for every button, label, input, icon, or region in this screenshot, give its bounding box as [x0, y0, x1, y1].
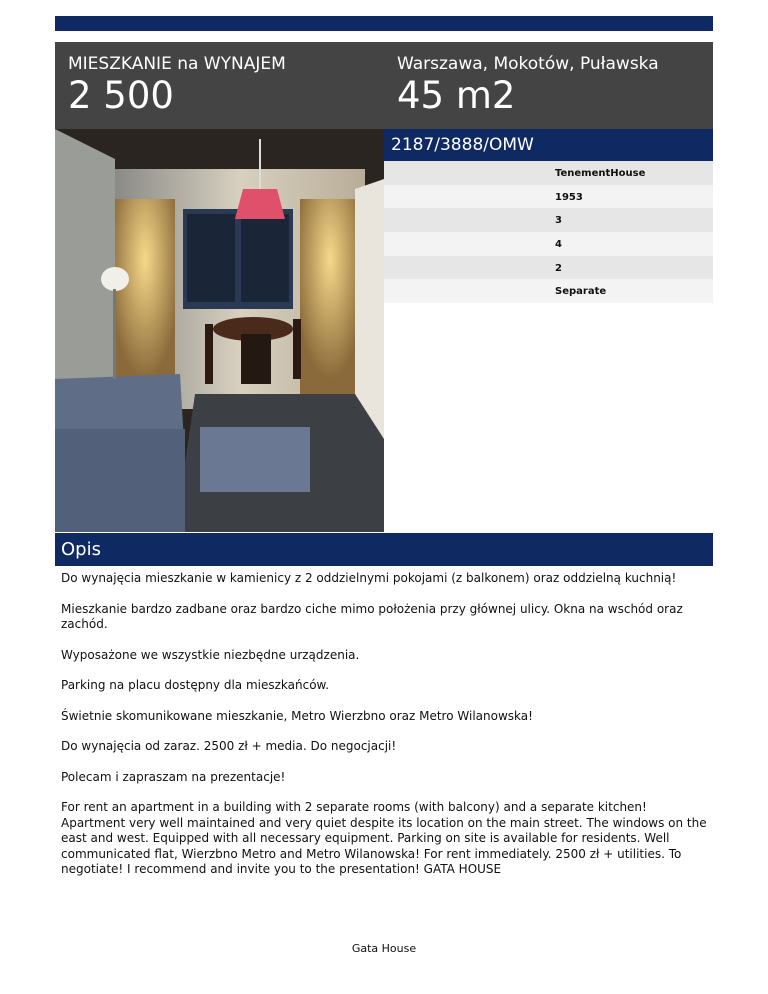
- param-value: 1953: [555, 191, 583, 203]
- listing-header: [55, 42, 713, 129]
- description-paragraph: Świetnie skomunikowane mieszkanie, Metro Wierzbno oraz Metro Wilanowska!: [61, 708, 533, 723]
- footer: [0, 942, 768, 955]
- description-paragraph: For rent an apartment in a building with 2 separate rooms (with balcony) and a separate kitchen! Apartment very well maintained and very quiet despite its location on the main street. The windows on the east and west. Equipped with all necessary equipment. Parking on site is available for residents. Well communicated flat, Wierzbno Metro and Metro Wilanowska! For rent immediately. 2500 zł + utilities. To negotiate! I recommend and invite you to the presentation! GATA HOUSE: [61, 800, 707, 876]
- description-paragraph: Parking na placu dostępny dla mieszkańców.: [61, 678, 330, 692]
- description-paragraph: Do wynajęcia mieszkanie w kamienicy z 2 oddzielnymi pokojami (z balkonem) oraz oddzielną kuchnią!: [61, 571, 677, 585]
- location: Warszawa, Mokotów, Puławska: [397, 54, 659, 74]
- price: 2 500: [68, 74, 174, 117]
- param-value: 4: [555, 239, 562, 251]
- param-value: Separate: [555, 286, 607, 298]
- reference-number: 2187/3888/OMW: [391, 135, 534, 155]
- param-row: [384, 279, 713, 303]
- area: 45 m2: [397, 74, 516, 117]
- param-row: [384, 161, 713, 185]
- top-accent-bar: [55, 16, 713, 31]
- description-paragraph: Wyposażone we wszystkie niezbędne urządzenia.: [61, 647, 360, 662]
- param-row: [384, 232, 713, 256]
- description-paragraph: Do wynajęcia od zaraz. 2500 zł + media. Do negocjacji!: [61, 739, 397, 753]
- param-value: 3: [555, 215, 562, 227]
- description-heading: Opis: [61, 539, 101, 560]
- param-row: [384, 256, 713, 280]
- description-paragraph: Mieszkanie bardzo zadbane oraz bardzo ciche mimo położenia przy głównej ulicy. Okna na wschód oraz zachód.: [61, 601, 683, 631]
- description-paragraph: Polecam i zapraszam na prezentacje!: [61, 769, 286, 784]
- param-value: 2: [555, 262, 562, 274]
- reference-bar: [384, 129, 713, 161]
- description-heading-bar: [55, 533, 713, 566]
- param-value: TenementHouse: [555, 168, 646, 179]
- param-row: [384, 208, 713, 232]
- apartment-photo: [55, 129, 384, 532]
- description-body: [61, 571, 711, 893]
- param-row: [384, 185, 713, 209]
- parameters-table: [384, 161, 713, 303]
- footer-text: Gata House: [351, 942, 417, 955]
- offer-type: MIESZKANIE na WYNAJEM: [68, 54, 286, 74]
